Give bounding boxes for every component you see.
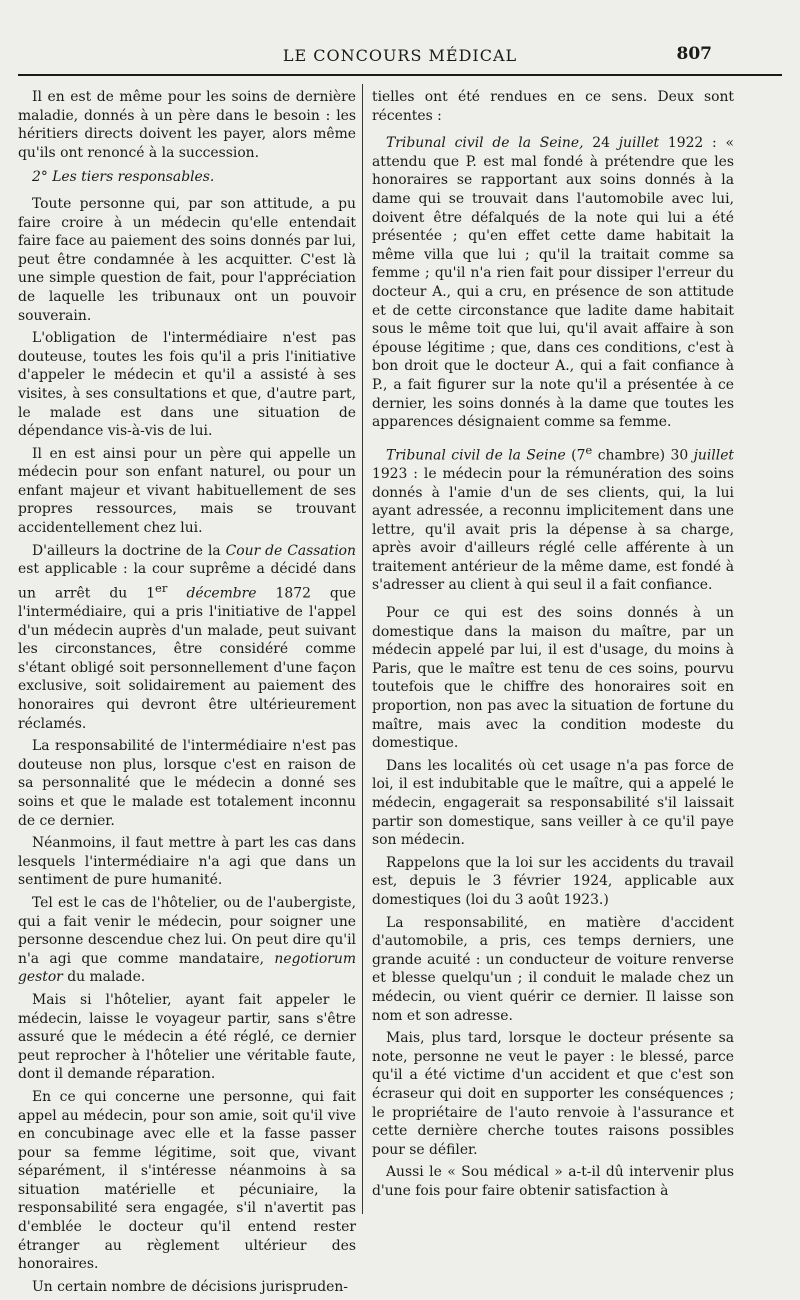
paragraph bbox=[372, 441, 734, 595]
text-run: est applicable : la cour suprême a décidé dans un arrêt du 1 bbox=[18, 561, 356, 602]
page-number: 807 bbox=[676, 44, 712, 64]
paragraph: Mais, plus tard, lorsque le docteur présente sa note, personne ne veut le payer : le blessé, parce qu'il a été victime d'un accident et que c'est son écraseur qui doit en supporter les conséquences ; le propriétaire de l'auto renvoie à l'assurance et cette dernière cherche toutes raisons possibles pour se défiler. bbox=[372, 1030, 734, 1158]
paragraph: Pour ce qui est des soins donnés à un domestique dans la maison du maître, par un médecin appelé par lui, il est d'usage, du moins à Paris, que le maître est tenu de ces soins, pourvu toutefois que le chiffre des honoraires soit en proportion, non pas avec la situation de fortune du maître, mais avec la condition modeste du domestique. bbox=[372, 605, 734, 752]
superscript: e bbox=[585, 442, 593, 457]
paragraph: La responsabilité, en matière d'accident d'automobile, a pris, ces temps derniers, une grande acuité : un conducteur de voiture renverse et blesse quelqu'un ; il conduit le malade chez un médecin, ou vient quérir ce dernier. Il laisse son nom et son adresse. bbox=[372, 914, 734, 1024]
italic-run: décembre bbox=[167, 585, 257, 602]
paragraph: tielles ont été rendues en ce sens. Deux sont récentes : bbox=[372, 89, 734, 124]
text-run: 1923 : le médecin pour la rémunération des soins donnés à l'amie d'un de ses clients, qui, la lui ayant adressée, a reconnu implicitement dans une lettre, qu'il avait pris la dépense à sa charge, après avoir d'ailleurs réglé celle afférente à un traitement antérieur de la même dame, est fondé à s'adresser au client à qui seul il a fait confiance. bbox=[372, 465, 734, 594]
italic-run: Tribunal civil de la Seine bbox=[386, 447, 566, 464]
text-run: (7 bbox=[565, 447, 586, 464]
left-column bbox=[18, 88, 356, 1300]
right-column bbox=[372, 88, 734, 1204]
text-run: du malade. bbox=[62, 969, 146, 986]
paragraph: Un certain nombre de décisions jurispruden- bbox=[32, 1278, 349, 1295]
paragraph: Il en est ainsi pour un père qui appelle un médecin pour son enfant naturel, ou pour un enfant majeur et vivant habituellement de ses propres ressources, mais se trouvant accidentellement chez lui. bbox=[18, 445, 356, 537]
journal-title: LE CONCOURS MÉDICAL bbox=[282, 46, 518, 65]
text-run: chambre) 30 bbox=[592, 447, 694, 464]
text-run: 1872 que l'intermédiaire, qui a pris l'initiative de l'appel d'un médecin auprès d'un malade, peut suivant les circonstances, être considéré comme s'étant obligé soit personnellement d'une façon exclusive, soit solidairement au paiement des honoraires qui devront être ultérieurement réclamés. bbox=[18, 585, 356, 732]
paragraph: Néanmoins, il faut mettre à part les cas dans lesquels l'intermédiaire n'a agi que dans un sentiment de pure humanité. bbox=[18, 835, 356, 889]
paragraph: Aussi le « Sou médical » a-t-il dû intervenir plus d'une fois pour faire obtenir satisfaction à bbox=[372, 1164, 734, 1199]
italic-run: Cour de Cassation bbox=[225, 542, 356, 559]
column-divider bbox=[362, 84, 363, 1214]
paragraph: Il en est de même pour les soins de dernière maladie, donnés à un père dans le besoin : les héritiers directs doivent les payer, alors même qu'ils ont renoncé à la succession. bbox=[18, 89, 356, 161]
italic-run: negotiorum gestor bbox=[18, 950, 356, 986]
paragraph: Rappelons que la loi sur les accidents du travail est, depuis le 3 février 1924, applicable aux domestiques (loi du 3 août 1923.) bbox=[372, 854, 734, 908]
paragraph: Dans les localités où cet usage n'a pas force de loi, il est indubitable que le maître, qui a appelé le médecin, engagerait sa responsabilité s'il laissait partir son domestique, sans veiller à ce qu'il paye son médecin. bbox=[372, 757, 734, 849]
paragraph: Mais si l'hôtelier, ayant fait appeler le médecin, laisse le voyageur partir, sans s'être assuré que le médecin a été réglé, ce dernier peut reprocher à l'hôtelier une véritable faute, dont il demande réparation. bbox=[18, 991, 356, 1083]
section-subheading: 2° Les tiers responsables. bbox=[32, 169, 215, 186]
italic-run: Tribunal civil de la Seine, bbox=[386, 135, 584, 152]
header-rule bbox=[18, 74, 782, 76]
paragraph: La responsabilité de l'intermédiaire n'est pas douteuse non plus, lorsque c'est en raison de sa personnalité que le médecin a donné ses soins et que le malade est totalement inconnu de ce dernier. bbox=[18, 738, 356, 829]
text-run: 1922 : « attendu que P. est mal fondé à prétendre que les honoraires se rapportant aux soins donnés à la dame qui se trouvait dans l'automobile avec lui, doivent être défalqués de la note qui lui a été présentée ; qu'en effet cette dame habitait la même villa que lui ; qu'il la traitait comme sa femme ; qu'il n'a rien fait pour dissiper l'erreur du docteur A., qui a cru, en présence de son attitude et de cette circonstance que ladite dame habitait sous le même toit que lui, qu'il avait affaire à son épouse légitime ; que, dans ces conditions, c'est à bon droit que le docteur A., qui a fait confiance à P., a fait figurer sur la note qu'il a présentée à ce dernier, les soins donnés à la dame que toutes les apparences désignaient comme sa femme. bbox=[372, 135, 734, 431]
running-header bbox=[18, 40, 782, 76]
paragraph: En ce qui concerne une personne, qui fait appel au médecin, pour son amie, soit qu'il vive en concubinage avec elle et la fasse passer pour sa femme légitime, soit que, vivant séparément, il s'intéresse néanmoins à sa situation matérielle et pécuniaire, la responsabilité sera engagée, s'il n'avertit pas d'emblée le docteur qu'il entend rester étranger au règlement ultérieur des honoraires. bbox=[18, 1088, 356, 1273]
text-run: 24 bbox=[583, 135, 619, 152]
text-run: D'ailleurs la doctrine de la bbox=[32, 542, 226, 559]
paragraph bbox=[18, 542, 356, 734]
paragraph bbox=[372, 134, 734, 432]
italic-run: juillet bbox=[693, 447, 734, 464]
paragraph: L'obligation de l'intermédiaire n'est pas douteuse, toutes les fois qu'il a pris l'initiative d'appeler le médecin et qu'il a assisté à ses visites, à ses consultations et que, d'autre part, le malade est dans une situation de dépendance vis-à-vis de lui. bbox=[18, 330, 356, 440]
superscript: er bbox=[155, 580, 168, 595]
italic-run: juillet bbox=[618, 135, 660, 152]
paragraph bbox=[18, 894, 356, 987]
text-run: Tel est le cas de l'hôtelier, ou de l'aubergiste, qui a fait venir le médecin, pour soigner une personne descendue chez lui. On peut dire qu'il n'a agi que comme mandataire, bbox=[18, 894, 356, 967]
paragraph: Toute personne qui, par son attitude, a pu faire croire à un médecin qu'elle entendait faire face au paiement des soins donnés par lui, peut être condamnée à les acquitter. C'est là une simple question de fait, pour l'appréciation de laquelle les tribunaux ont un pouvoir souverain. bbox=[18, 195, 356, 324]
